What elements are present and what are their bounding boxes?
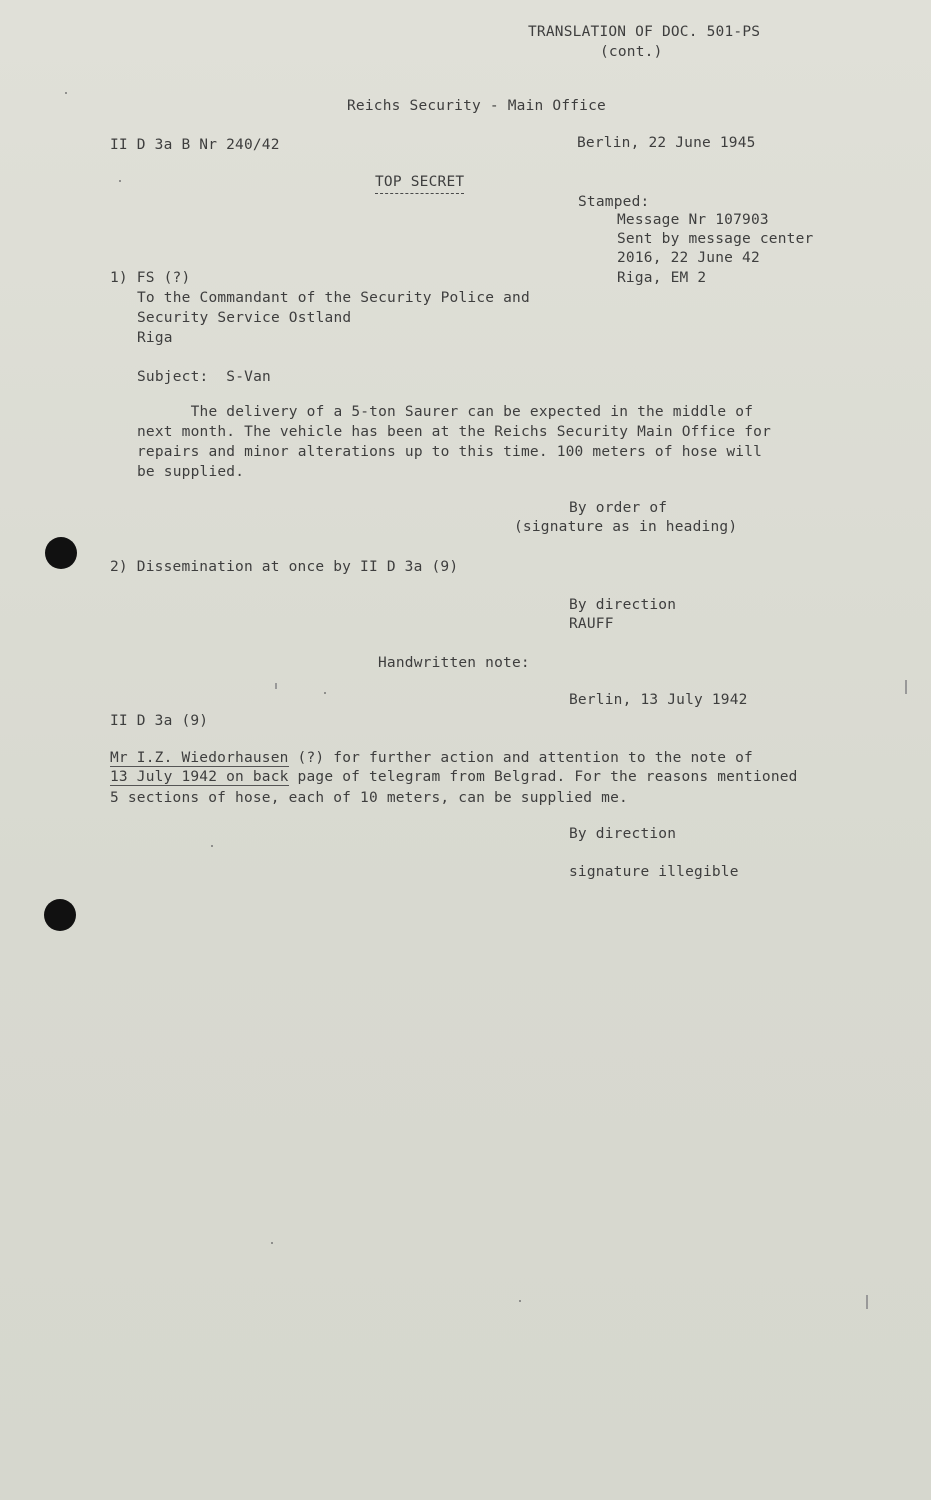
signature-block-line: By direction: [569, 597, 677, 613]
address-line: Riga: [137, 330, 173, 346]
classification: TOP SECRET: [375, 172, 464, 194]
subject-line: Subject: S-Van: [137, 369, 271, 385]
stamp-line: Sent by message center: [617, 231, 814, 247]
signature-block-line: (signature as in heading): [514, 519, 738, 535]
stamp-label: Stamped:: [578, 194, 650, 210]
note-date: 13 July 1942 on back: [110, 769, 289, 785]
handwritten-body-line-3: 5 sections of hose, each of 10 meters, can be supplied me.: [110, 790, 628, 806]
edge-mark: [275, 683, 277, 689]
paper-speck: [324, 692, 326, 694]
paper-speck: [271, 1242, 273, 1244]
paper-speck: [211, 845, 213, 847]
body-text: page of telegram from Belgrad. For the reasons mentioned: [288, 769, 798, 785]
handwritten-place-date: Berlin, 13 July 1942: [569, 692, 748, 708]
body-line: repairs and minor alterations up to this time. 100 meters of hose will: [137, 444, 763, 460]
place-date: Berlin, 22 June 1945: [577, 135, 756, 151]
item-2-text: 2) Dissemination at once by II D 3a (9): [110, 559, 459, 575]
continuation-mark: (cont.): [600, 44, 663, 60]
handwritten-office: II D 3a (9): [110, 713, 209, 729]
file-number: II D 3a B Nr 240/42: [110, 137, 280, 153]
edge-mark: [866, 1295, 868, 1309]
handwritten-body-line-2: [110, 767, 798, 787]
signature-block-line: By direction: [569, 826, 677, 842]
signature-block-line: By order of: [569, 500, 668, 516]
item-1-number: 1) FS (?): [110, 270, 191, 286]
body-line: be supplied.: [137, 464, 245, 480]
signature-block-line: signature illegible: [569, 864, 739, 880]
doc-reference: TRANSLATION OF DOC. 501-PS: [528, 24, 761, 40]
paper-speck: [119, 180, 121, 182]
address-line: Security Service Ostland: [137, 310, 352, 326]
stamp-line: Riga, EM 2: [617, 270, 707, 286]
body-line: The delivery of a 5-ton Saurer can be expected in the middle of: [137, 404, 754, 420]
handwritten-heading: Handwritten note:: [378, 655, 530, 671]
stamp-line: Message Nr 107903: [617, 212, 769, 228]
punch-hole: [44, 899, 76, 931]
signature-block-line: RAUFF: [569, 616, 614, 632]
office-heading: Reichs Security - Main Office: [347, 98, 606, 114]
handwritten-body-line-1: [110, 748, 753, 768]
address-line: To the Commandant of the Security Police and: [137, 290, 530, 306]
recipient-name: Mr I.Z. Wiedorhausen: [110, 750, 289, 766]
paper-speck: [519, 1300, 521, 1302]
stamp-line: 2016, 22 June 42: [617, 250, 760, 266]
edge-mark: [905, 680, 907, 694]
body-text: (?) for further action and attention to the note of: [288, 750, 753, 766]
body-line: next month. The vehicle has been at the Reichs Security Main Office for: [137, 424, 772, 440]
punch-hole: [45, 537, 77, 569]
paper-speck: [65, 92, 67, 94]
